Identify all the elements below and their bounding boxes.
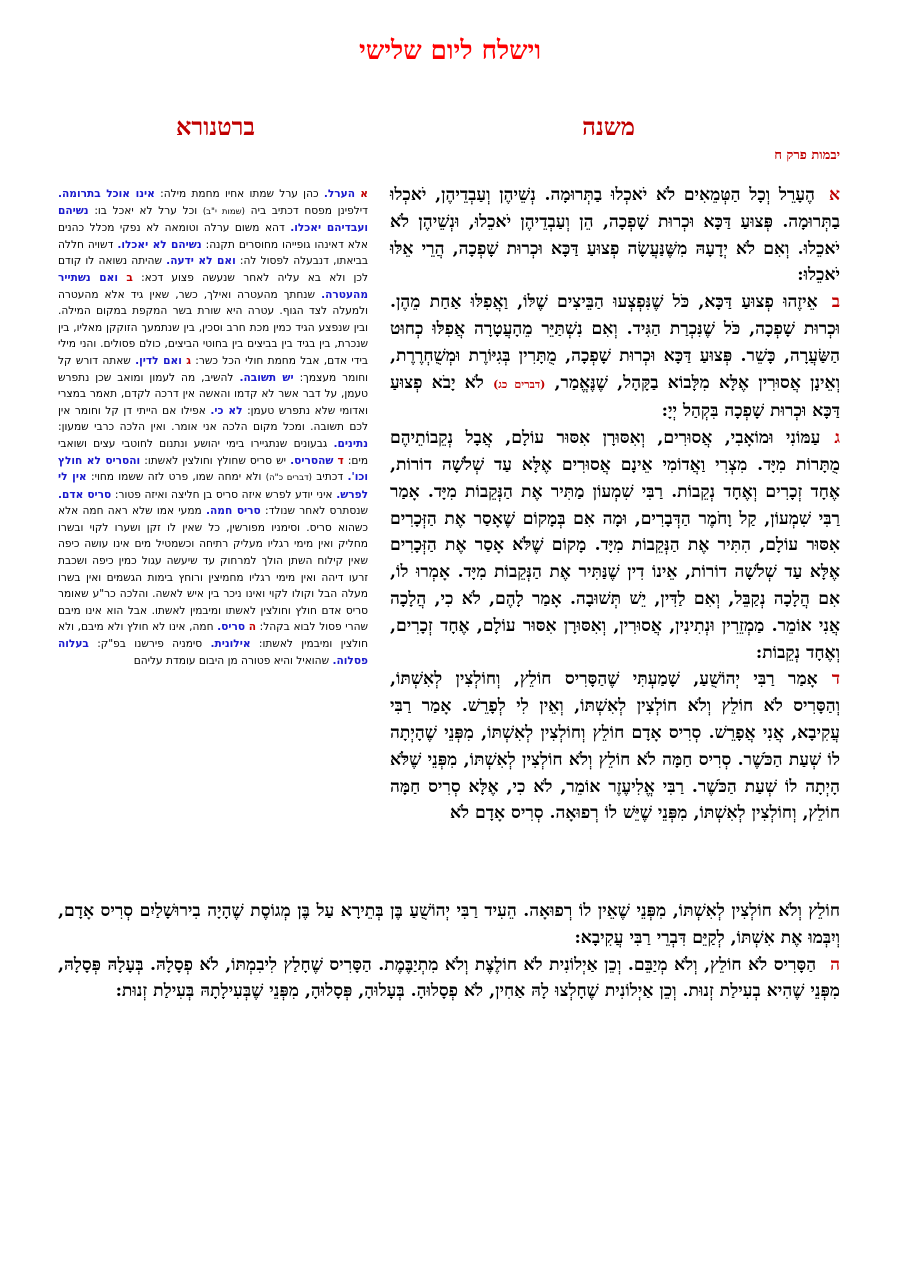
mishna-continuation: חוֹלֵץ וְלֹא חוֹלְצִין לְאִשְׁתּוֹ, מִפְּנֵי שֶׁאֵין לוֹ רְפוּאָה. הֵעִיד רַבִּי יְהוֹשֻׁעַ בֶּן בְּתֵירָא עַל בֶּן מְגוֹסֶת שֶׁהָיָה בִירוּשָׁלַיִם סְרִיס אָדָם, וְיִבְּמוּ אֶת אִשְׁתּוֹ, לְקַיֵּם דִּבְרֵי רַבִּי עֲקִיבָא:	[58, 901, 840, 948]
dibbur-hamatchil: נשיהם לא יאכלו.	[117, 238, 202, 251]
commentary-text: שנחתך מהעטרה ואילך, כשר, שאין גיד אלא מהעטרה ולמעלה לצד הגוף. עטרה היא שורת בשר המקפת במקום המילה. ובין שנפצע הגיד כמין מכת חרב וסכין, בין שנתמעך הזוקקן מאליו, בין שנכרת, בין בגיד בין בביצים בין בחוטי הביצים, כולם פסולים. והני מילי בידי אדם, אבל מחמת חולי הכל כשר:	[58, 288, 368, 367]
mishna-paragraph	[58, 952, 840, 1006]
dibbur-hamatchil: שהסריס.	[290, 454, 334, 467]
mishna-text-full-width	[58, 898, 840, 1005]
dibbur-hamatchil: ואם נשתייר מהעטרה.	[58, 271, 368, 301]
mishna-paragraph	[390, 425, 840, 666]
commentary-text: ממעי אמו שלא ראה חמה אלא כשהוא סריס. וסימניו מפורשין, כל שאין לו זקן ושערו לקוי ובשרו מחליק ואין מימי רגליו מעליק רתיחה וכשמטיל מים אינו עושה כיפה שאין קילוח השתן הולך למרחוק עד שיעשה עגול כמין כיפה ושכבת זרעו דיהה ואין מימי רגליו מחמיצין ורוחץ בימות הגשמים ואין בשרו מעלה הבל וקולו לקוי ואינו ניכר בין איש לאשה. והלכה כר"ע שאומר סריס אדם חולץ וחולצין לאשתו ומיבמין לאשתו. אבל הוא אינו מיבם שהרי פסול לבוא בקהל:	[58, 505, 368, 634]
commentary-text: אפילו אם הייתי דן קל וחומר אין לכם תשובה. ומכל מקום הלכה אני אומר. ואין הלכה כרבי שמעון:	[58, 404, 368, 434]
dibbur-hamatchil: אינו אוכל בתרומה.	[58, 188, 155, 200]
mishna-paragraph	[390, 289, 840, 425]
commentary-letter: ב	[126, 271, 133, 284]
mishna-body: הֶעָרֵל וְכָל הַטְּמֵאִים לֹא יֹאכְלוּ בַתְּרוּמָה. נְשֵׁיהֶן וְעַבְדֵיהֶן, יֹאכְלוּ בַתְּרוּמָה. פְּצוּעַ דַּכָּא וּכְרוּת שָׁפְכָה, הֵן וְעַבְדֵיהֶן יֹאכֵלוּ, וּנְשֵׁיהֶן לֹא יֹאכֵלוּ. וְאִם לֹא יְדָעָהּ מִשֶּׁנַּעֲשָׂה פְצוּעַ דַּכָּא וּכְרוּת שָׁפְכָה, הֲרֵי אֵלּוּ יֹאכֵלוּ:	[390, 185, 840, 286]
commentary-text: דילפינן מפסח דכתיב ביה	[250, 204, 368, 217]
dibbur-hamatchil: לא כי.	[210, 404, 243, 417]
dibbur-hamatchil: יש תשובה.	[239, 371, 294, 384]
bartenura-column-header: ברטנורא	[176, 112, 255, 141]
dibbur-hamatchil: הערל.	[323, 188, 356, 200]
dibbur-hamatchil: סריס.	[217, 621, 246, 634]
commentary-text: דשויה חללה בביאתו, דנבעלה לפסול לה:	[58, 238, 369, 268]
dibbur-hamatchil: סריס אדם.	[58, 488, 112, 501]
mishna-letter: ב	[831, 292, 840, 313]
dibbur-hamatchil: נתינים.	[333, 437, 368, 450]
page-title: וישלח ליום שלישי	[359, 36, 541, 66]
verse-citation: (שמות י"ב)	[202, 206, 245, 217]
chapter-label: יבמות פרק ח	[774, 148, 840, 163]
commentary-text: סימניה פירשנו בפ"ק:	[97, 638, 203, 651]
commentary-letter: ה	[248, 621, 257, 634]
commentary-text: שאתה דורש קל וחומר מעצמך:	[58, 354, 369, 384]
dibbur-hamatchil: בעלוה פסלוה.	[58, 638, 368, 667]
dibbur-hamatchil: ואם לא ידעה.	[166, 255, 236, 268]
dibbur-hamatchil: והסריס לא חולץ וכו'.	[58, 454, 369, 484]
commentary-text: גבעונים שנתגיירו בימי יהושע ונתנום לחוטבי עצים ושואבי מים:	[58, 437, 369, 467]
dibbur-hamatchil: ואם לדין.	[135, 354, 182, 367]
mishna-letter: ה	[830, 954, 840, 975]
dibbur-hamatchil: אין לי לפרש.	[58, 471, 368, 501]
mishna-body: לֹא יָבֹא פְצוּעַ דַּכָּא וּכְרוּת שָׁפְכָה בִּקְהַל יְיָ:	[390, 372, 840, 422]
mishna-body: הַסָּרִיס לֹא חוֹלֵץ, וְלֹא מְיַבֵּם. וְכֵן אַיְלוֹנִית לֹא חוֹלֶצֶת וְלֹא מִתְיַבֶּמֶת. הַסָּרִיס שֶׁחָלַץ לִיבִמְתּוֹ, לֹא פְסָלָהּ. בְּעָלָהּ פְּסָלָהּ, מִפְּנֵי שֶׁהִיא בְעִילַת זְנוּת. וְכֵן אַיְלוֹנִית שֶׁחָלְצוּ לָהּ אַחִין, לֹא פְסָלוּהָ. בְּעָלוּהָ, פְּסָלוּהָ, מִפְּנֵי שֶׁבְּעִילָתָהּ בְּעִילַת זְנוּת:	[58, 954, 840, 1002]
dibbur-hamatchil: סריס חמה.	[206, 505, 261, 518]
mishna-letter: ד	[831, 669, 840, 690]
commentary-letter: ד	[337, 454, 344, 467]
commentary-entry	[58, 186, 368, 669]
commentary-text: ולא ימחה שמו, פרט לזה ששמו מחוי:	[91, 471, 262, 484]
mishna-letter: ג	[834, 428, 840, 449]
commentary-text: וכל ערל לא יאכל בו:	[94, 204, 198, 217]
mishna-letter: א	[828, 185, 840, 205]
commentary-text: איני יודע לפרש איזה סריס בן חליצה ואיזה פטור:	[114, 488, 333, 501]
mishna-body: אָמַר רַבִּי יְהוֹשֻׁעַ, שָׁמַעְתִּי שֶׁהַסָּרִיס חוֹלֵץ, וְחוֹלְצִין לְאִשְׁתּוֹ, וְהַסָּרִיס לֹא חוֹלֵץ וְלֹא חוֹלְצִין לְאִשְׁתּוֹ, וְאֵין לִי לְפָרֵשׁ. אָמַר רַבִּי עֲקִיבָא, אֲנִי אֲפָרֵשׁ. סְרִיס אָדָם חוֹלֵץ וְחוֹלְצִין לְאִשְׁתּוֹ, מִפְּנֵי שֶׁהָיְתָה לוֹ שְׁעַת הַכֹּשֶׁר. סְרִיס חַמָּה לֹא חוֹלֵץ וְלֹא חוֹלְצִין לְאִשְׁתּוֹ, מִפְּנֵי שֶׁלֹּא הָיְתָה לוֹ שְׁעַת הַכֹּשֶׁר. רַבִּי אֱלִיעֶזֶר אוֹמֵר, לֹא כִי, אֶלָּא סְרִיס חַמָּה חוֹלֵץ, וְחוֹלְצִין לְאִשְׁתּוֹ, מִפְּנֵי שֶׁיֵּשׁ לוֹ רְפוּאָה. סְרִיס אָדָם לֹא	[390, 669, 840, 824]
commentary-text: יש סריס שחולץ וחולצין לאשתו:	[144, 454, 287, 467]
mishna-body: אֵיזֶהוּ פְצוּעַ דַּכָּא, כֹּל שֶׁנִּפְצְעוּ הַבֵּיצִים שֶׁלּוֹ, וַאֲפִלּוּ אַחַת מֵהֶן. וּכְרוּת שָׁפְכָה, כֹּל שֶׁנִּכְרַת הַגִּיד. וְאִם נִשְׁתַּיֵּר מֵהָעֲטָרָה אֲפִלּוּ כְחוּט הַשַּׂעֲרָה, כָּשֵׁר. פְּצוּעַ דַּכָּא וּכְרוּת שָׁפְכָה, מֻתָּרִין בְּגִיּוֹרֶת וּמְשֻׁחְרֶרֶת, וְאֵינָן אֲסוּרִין אֶלָּא מִלָּבוֹא בַקָּהָל, שֶׁנֶּאֱמַר,	[390, 292, 840, 393]
verse-citation: (דברים כ"ה)	[265, 473, 312, 484]
bartenura-commentary	[58, 186, 368, 669]
verse-citation: (דברים כג)	[493, 377, 546, 391]
commentary-text: להשיב, מה לעמון ומואב שכן נתפרש טעמן, על דבר אשר לא קדמו והאשה אין דרכה לקדם, תאמר במצרי ואדומי שלא נתפרש טעמן:	[58, 371, 368, 417]
mishna-text	[390, 182, 840, 827]
commentary-text: שהיתה נשואה לו קודם לכן ולא בא עליה לאחר שנעשה פצוע דכא:	[58, 255, 369, 284]
mishna-paragraph	[390, 666, 840, 827]
commentary-text: שהואיל והיא פטורה מן היבום עומדת עליהם	[133, 654, 330, 667]
mishna-column-header: משנה	[582, 112, 635, 141]
mishna-body: עַמּוֹנִי וּמוֹאָבִי, אֲסוּרִים, וְאִסּוּרָן אִסּוּר עוֹלָם, אֲבָל נְקֵבוֹתֵיהֶם מֻתָּרוֹת מִיָּד. מִצְרִי וַאֲדוֹמִי אֵינָם אֲסוּרִים אֶלָּא עַד שְׁלֹשָׁה דוֹרוֹת, אֶחָד זְכָרִים וְאֶחָד נְקֵבוֹת. רַבִּי שִׁמְעוֹן מַתִּיר אֶת הַנְּקֵבוֹת מִיָּד. אָמַר רַבִּי שִׁמְעוֹן, קַל וָחֹמֶר הַדְּבָרִים, וּמָה אִם בְּמָקוֹם שֶׁאָסַר אֶת הַזְּכָרִים אִסּוּר עוֹלָם, הִתִּיר אֶת הַנְּקֵבוֹת מִיָּד. מָקוֹם שֶׁלֹּא אָסַר אֶת הַזְּכָרִים אֶלָּא עַד שְׁלֹשָׁה דוֹרוֹת, אֵינוֹ דִין שֶׁנַּתִּיר אֶת הַנְּקֵבוֹת מִיָּד. אָמְרוּ לוֹ, אִם הֲלָכָה נְקַבֵּל, וְאִם לַדִּין, יֵשׁ תְּשׁוּבָה. אָמַר לָהֶם, לֹא כִי, הֲלָכָה אֲנִי אוֹמֵר. מַמְזֵרִין וּנְתִינִין, אֲסוּרִין, וְאִסּוּרָן אִסּוּר עוֹלָם, אֶחָד זְכָרִים, וְאֶחָד נְקֵבוֹת:	[390, 428, 840, 663]
mishna-paragraph	[390, 182, 840, 289]
commentary-text: חמה, אינו לא חולץ ולא מיבם, ולא חולצין ומיבמין לאשתו:	[58, 621, 368, 651]
commentary-text: כהן ערל שמתו אחיו מחמת מילה:	[160, 188, 319, 200]
commentary-text: דכתיב	[316, 471, 344, 484]
dibbur-hamatchil: נשיהם ועבדיהם יאכלו.	[58, 204, 369, 235]
commentary-letter: א	[360, 188, 368, 200]
dibbur-hamatchil: אילונית.	[210, 638, 251, 651]
commentary-text: שנסתרס לאחר שנולד:	[265, 505, 368, 518]
commentary-letter: ג	[186, 354, 191, 367]
commentary-text: דהא משום ערלה וטומאה לא נפקי מכלל כהנים אלא דאינהו גופייהו מחוסרים תקנה:	[58, 222, 368, 251]
